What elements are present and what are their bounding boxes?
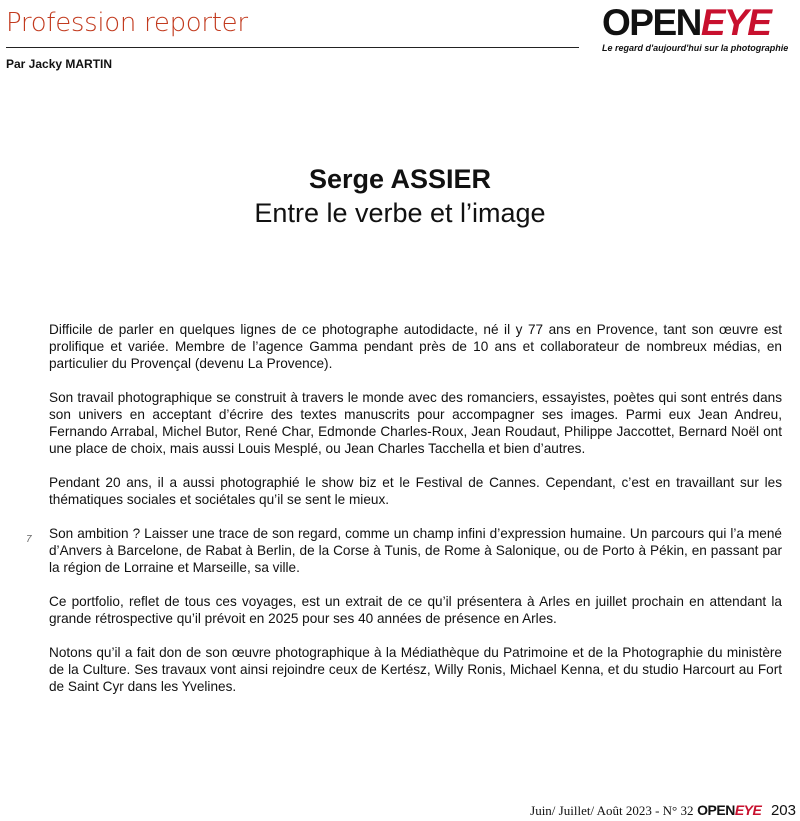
page-number: 203: [770, 802, 796, 819]
paragraph: Son ambition ? Laisser une trace de son regard, comme un champ infini d’expression humaine. Un parcours qui l’a mené d’Anvers à Barcelone, de Rabat à Berlin, de la Corse à Tunis, de Rome à Salonique, ou de Porto à Pékin, en passant par la région de Lorraine et Marseille, sa ville.: [49, 526, 782, 575]
photographer-name: Serge ASSIER: [308, 164, 492, 194]
section-title: Profession reporter: [6, 8, 248, 38]
paragraph: Son travail photographique se construit à travers le monde avec des romanciers, essayistes, poètes qui sont entrés dans son univers en acceptant d’écrire des textes manuscrits pour accompagner ses images. Parmi eux Jean Andreu, Fernando Arrabal, Michel Butor, René Char, Edmonde Charles-Roux, Jean Roudaut, Philippe Jaccottet, Bernard Noël ont une place de choix, mais aussi Louis Mesplé, ou Jean Charles Tacchella et bien d’autres.: [49, 390, 782, 456]
article-subtitle: Entre le verbe et l’image: [254, 198, 546, 228]
title-divider: [6, 47, 579, 48]
page-footer: [530, 802, 796, 819]
article-body: [49, 321, 782, 712]
footer-logo-eye: EYE: [734, 802, 762, 818]
footer-logo-open: OPEN: [697, 802, 735, 818]
logo-eye: EYE: [700, 2, 771, 43]
paragraph: Difficile de parler en quelques lignes de ce photographe autodidacte, né il y 77 ans en Provence, tant son œuvre est prolifique et variée. Membre de l’agence Gamma pendant près de 10 ans et collaborateur de nombreux médias, en particulier du Provençal (devenu La Provence).: [49, 322, 782, 371]
article-headline: [0, 163, 800, 230]
logo-wordmark: [602, 4, 796, 42]
issue-info: Juin/ Juillet/ Août 2023 - N° 32: [530, 803, 694, 818]
author-byline: Par Jacky MARTIN: [6, 57, 113, 71]
logo-open: OPEN: [602, 2, 701, 43]
logo-tagline: Le regard d'aujourd'hui sur la photographie: [602, 43, 789, 53]
margin-mark: 7: [26, 534, 32, 545]
paragraph: Notons qu’il a fait don de son œuvre photographique à la Médiathèque du Patrimoine et de la Photographie du ministère de la Culture. Ses travaux vont ainsi rejoindre ceux de Kertész, Willy Ronis, Michael Kenna, et du studio Harcourt au Fort de Saint Cyr dans les Yvelines.: [49, 645, 782, 694]
paragraph: Ce portfolio, reflet de tous ces voyages, est un extrait de ce qu’il présentera à Arles en juillet prochain en attendant la grande rétrospective qu’il prévoit en 2025 pour ses 40 années de présence en Arles.: [49, 594, 782, 626]
magazine-logo: [602, 4, 796, 54]
paragraph: Pendant 20 ans, il a aussi photographié le show biz et le Festival de Cannes. Cependant, c’est en travaillant sur les thématiques sociales et sociétales qu’il se sent le mieux.: [49, 475, 782, 507]
